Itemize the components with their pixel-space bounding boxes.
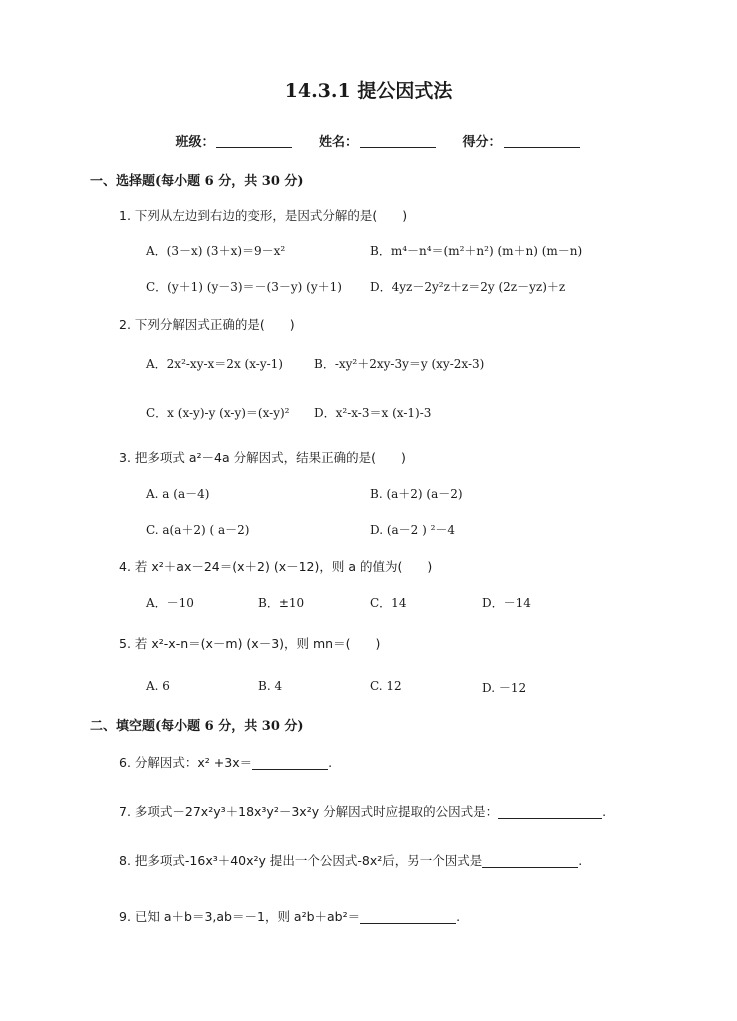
question-8-answer-blank[interactable] <box>482 854 578 868</box>
section-heading-choice: 一、选择题(每小题 6 分，共 30 分) <box>90 174 304 189</box>
question-7-period: . <box>602 804 607 819</box>
question-1-option-a: A．(3－x) (3＋x)＝9－x² <box>146 244 286 258</box>
question-8-period: . <box>578 853 583 868</box>
name-label: 姓名： <box>318 135 358 150</box>
question-7-answer-blank[interactable] <box>498 805 602 819</box>
question-6-text: 6. 分解因式：x² +3x＝ <box>119 755 253 770</box>
page-title: 14.3.1 提公因式法 <box>284 80 453 102</box>
question-3-option-c: C. a(a＋2) ( a－2) <box>146 523 250 537</box>
question-5-option-d: D. －12 <box>482 681 527 695</box>
question-2-option-c: C．x (x-y)-y (x-y)＝(x-y)² <box>146 406 290 420</box>
question-6-period: . <box>328 755 333 770</box>
question-5-option-b: B. 4 <box>258 679 283 693</box>
question-7-text: 7. 多项式－27x²y³＋18x³y²－3x²y 分解因式时应提取的公因式是： <box>119 804 499 819</box>
question-7 <box>119 802 606 820</box>
question-1-option-d: D．4yz－2y²z＋z＝2y (2z－yz)＋z <box>370 280 566 294</box>
question-8 <box>119 851 582 869</box>
question-5-stem: 5. 若 x²-x-n＝(x－m) (x－3)，则 mn＝( ) <box>119 636 381 651</box>
question-4-stem: 4. 若 x²＋ax－24＝(x＋2) (x－12)，则 a 的值为( ) <box>119 559 433 574</box>
class-blank[interactable] <box>216 134 292 148</box>
question-1-option-b: B．m⁴－n⁴＝(m²＋n²) (m＋n) (m－n) <box>370 244 583 258</box>
question-1-option-c: C．(y＋1) (y－3)＝－(3－y) (y＋1) <box>146 280 342 294</box>
student-info-row <box>0 131 737 150</box>
question-9-period: . <box>456 909 461 924</box>
question-5-option-c: C. 12 <box>370 679 402 693</box>
class-label: 班级： <box>175 135 215 150</box>
score-label: 得分： <box>462 135 502 150</box>
question-6-answer-blank[interactable] <box>252 756 328 770</box>
question-4-option-a: A．－10 <box>146 596 194 610</box>
question-4-option-d: D．－14 <box>482 596 531 610</box>
question-1-stem: 1. 下列从左边到右边的变形，是因式分解的是( ) <box>119 208 408 223</box>
question-2-option-d: D．x²-x-3＝x (x-1)-3 <box>314 406 432 420</box>
question-8-text: 8. 把多项式-16x³＋40x²y 提出一个公因式-8x²后，另一个因式是 <box>119 853 483 868</box>
question-4-option-b: B．±10 <box>258 596 305 610</box>
question-2-stem: 2. 下列分解因式正确的是( ) <box>119 317 295 332</box>
question-5-option-a: A. 6 <box>146 679 170 693</box>
question-3-option-b: B. (a＋2) (a－2) <box>370 487 463 501</box>
question-9-text: 9. 已知 a＋b＝3,ab＝－1，则 a²b＋ab²＝ <box>119 909 361 924</box>
question-9-answer-blank[interactable] <box>360 910 456 924</box>
section-heading-fill: 二、填空题(每小题 6 分，共 30 分) <box>90 719 304 734</box>
question-4-option-c: C．14 <box>370 596 407 610</box>
question-9 <box>119 907 460 925</box>
question-2-option-b: B．-xy²＋2xy-3y＝y (xy-2x-3) <box>314 357 485 371</box>
question-3-stem: 3. 把多项式 a²－4a 分解因式，结果正确的是( ) <box>119 450 406 465</box>
question-3-option-a: A. a (a－4) <box>146 487 210 501</box>
score-blank[interactable] <box>504 134 580 148</box>
question-3-option-d: D. (a－2 ) ²－4 <box>370 523 456 537</box>
name-blank[interactable] <box>360 134 436 148</box>
question-2-option-a: A．2x²-xy-x＝2x (x-y-1) <box>146 357 283 371</box>
question-6 <box>119 753 332 771</box>
